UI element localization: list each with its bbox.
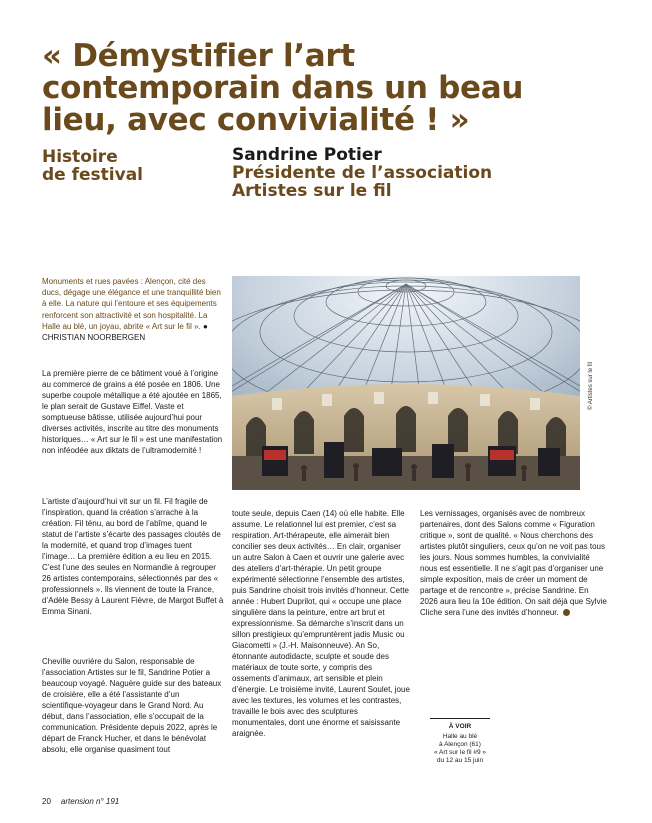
magazine-issue: artension n° 191 — [60, 797, 120, 806]
body-column-3 — [420, 508, 608, 618]
body-column-2 — [232, 508, 410, 739]
headline-line-2: contemporain dans un beau — [42, 70, 524, 106]
paragraph: La première pierre de ce bâtiment voué à l’origine au commerce de grains a été posée en 1806. Une superbe coupole métallique a été ajoutée en 1865, le plan serait de Gustave Eiffel. Vaste et somptueuse bâtisse, utilisée aujourd’hui pour diverses activités, inscrite au titre des monuments historiques… « Art sur le fil » est une manifestation non inféodée aux diktats de l’ultramodernité ! — [42, 369, 223, 455]
kicker-line-2: de festival — [42, 165, 143, 185]
interviewee-name: Sandrine Potier — [232, 145, 382, 165]
section-kicker — [42, 148, 212, 184]
body-column-1-paragraph-3 — [42, 656, 224, 755]
headline-line-3: lieu, avec convivialité ! » — [42, 102, 470, 138]
a-voir-line: Halle au blé — [442, 733, 478, 740]
paragraph: Cheville ouvrière du Salon, responsable de l’association Artistes sur le fil, Sandrine Potier a beaucoup voyagé. Naguère guide sur des bateaux de croisière, elle a été l’assistante d’un scientifique-voyageur dans le Grand Nord. Au début, dans l’association, elle s’occupait de la communication. Présidente depuis 2022, après le départ de Franck Hucher, et dans le bénévolat absolu, elle organise quasiment tout — [42, 657, 222, 754]
a-voir-title: À VOIR — [448, 723, 472, 730]
body-column-1-paragraph-1 — [42, 368, 224, 456]
kicker-line-1: Histoire — [42, 147, 118, 167]
a-voir-line: « Art sur le fil #9 » — [433, 749, 487, 756]
a-voir-line: à Alençon (61) — [439, 741, 481, 748]
interviewee-role-1: Présidente de l’association — [232, 163, 493, 183]
page-footer — [42, 797, 342, 806]
page-number: 20 — [42, 797, 51, 806]
interviewee-role-2: Artistes sur le fil — [232, 181, 392, 201]
headline — [42, 40, 622, 136]
a-voir-box — [430, 718, 490, 765]
paragraph — [420, 508, 608, 618]
body-column-1-paragraph-2 — [42, 496, 224, 617]
lede-text: Monuments et rues pavées : Alençon, cité des ducs, dégage une élégance et une tranquillité bien à elle. La nature qui l’entoure et ses équipements renforcent son attractivité et son hospitalité. La Halle au blé, un joyau, abrite « Art sur le fil ». — [42, 277, 221, 331]
interviewee-block — [232, 146, 612, 200]
headline-line-1: « Démystifier l’art — [42, 38, 355, 74]
paragraph: L’artiste d’aujourd’hui vit sur un fil. Fil fragile de l’inspiration, quand la création s’arrache à la création. Fil ténu, au bord de l’abîme, quand le statut de l’artiste s’écarte des passages cloutés de la modernité, et quand trop d’images tuent l’image… La première édition a eu lieu en 2015. C’est l’une des seules en Normandie à regrouper 26 artistes contemporains, sélectionnés par des « professionnels ». Ils viennent de toute la France, d’Adèle Bessy à Laurent Fièvre, de Margot Buffet à Emma Sinani. — [42, 497, 224, 616]
photo-credit: © Artistes sur le fil — [588, 361, 594, 410]
dome-photo — [232, 276, 580, 490]
a-voir-line: du 12 au 15 juin — [436, 757, 484, 764]
paragraph-text: Les vernissages, organisés avec de nombreux partenaires, dont des Salons comme « Figuration critique », sont de qualité. « Nous cherchons des artistes plutôt singuliers, ceux qu’on ne voit pas tous les jours. Nous sommes humbles, la convivialité nous est essentielle. Il ne s’agit pas d’organiser une simple exposition, mais de créer un moment de partage et de rencontre », précise Sandrine. En 2026 aura lieu la 10e édition. On sait déjà que Sylvie Cliche sera l’une des invités d’honneur. — [420, 509, 607, 617]
paragraph: toute seule, depuis Caen (14) où elle habite. Elle assume. Le relationnel lui est premier, c’est sa respiration. Art-thérapeute, elle aimerait bien concilier ses deux activités… En clair, organiser un autre Salon à Caen et ouvrir une galerie avec des ateliers d’art-thérapie. Un petit groupe expérimenté sélectionne l’ensemble des artistes, puis Sandrine choisit trois invités d’honneur. Cette année : Hubert Duprilot, qui « occupe une place singulière dans la peinture, entre art brut et expressionnisme. Sa démarche s’inscrit dans un sillon prestigieux qu’empruntèrent jadis Music ou Giacometti » (J.-H. Maisonneuve). An So, étonnante autodidacte, sculpte et soude des matériaux de toute sorte, y compris des ossements d’animaux, art sensible et plein d’énergie. Le troisième invité, Laurent Soulet, joue avec les textures, les volumes et les contrastes, travaille le bois avec des sculptures monumentales, dont une énorme et saisissante araignée. — [232, 509, 410, 738]
a-voir-rule — [430, 718, 490, 719]
end-mark-icon — [563, 609, 570, 616]
lede-caption — [42, 276, 224, 343]
lede-credit: ● CHRISTIAN NOORBERGEN — [42, 321, 208, 343]
halle-au-ble-dome-image — [232, 276, 580, 490]
